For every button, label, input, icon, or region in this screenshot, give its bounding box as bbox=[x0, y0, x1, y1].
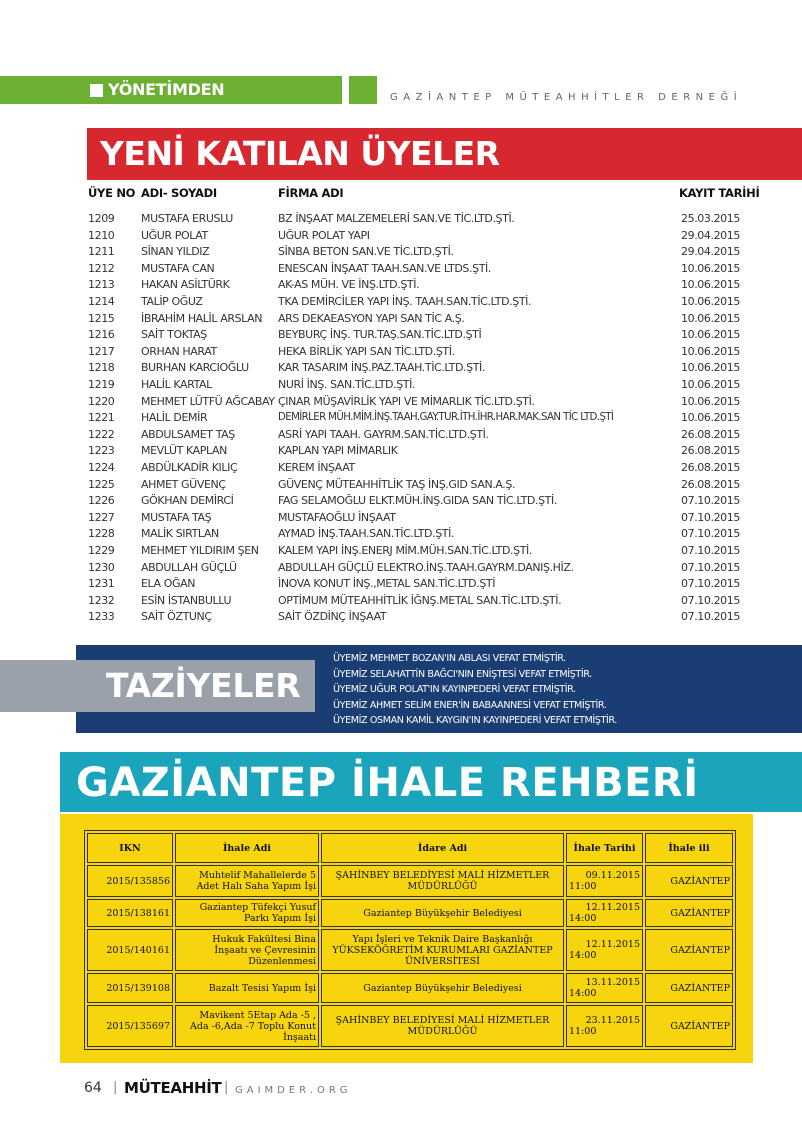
date-cell bbox=[566, 973, 643, 1003]
member-date: 07.10.2015 bbox=[681, 544, 740, 557]
member-name: HALİL KARTAL bbox=[141, 378, 212, 391]
member-firm: UĞUR POLAT YAPI bbox=[278, 228, 370, 242]
condolence-line: ÜYEMİZ MEHMET BOZAN'IN ABLASI VEFAT ETMİŞTİR. bbox=[333, 653, 566, 664]
tender-table bbox=[84, 830, 736, 1050]
member-date: 26.08.2015 bbox=[681, 461, 740, 474]
member-date: 10.06.2015 bbox=[681, 328, 740, 342]
member-firm: KAPLAN YAPI MİMARLIK bbox=[278, 444, 398, 458]
member-firm: KEREM İNŞAAT bbox=[278, 461, 355, 474]
square-bullet-icon bbox=[90, 84, 103, 97]
member-firm: AK-AS MÜH. VE İNŞ.LTD.ŞTİ. bbox=[278, 278, 420, 292]
brand-logo: MÜTEAHHİT bbox=[124, 1079, 222, 1097]
list-item bbox=[0, 327, 802, 344]
date-value: 09.11.2015 bbox=[585, 870, 640, 881]
column-header-ikn: IKN bbox=[87, 833, 173, 863]
member-no: 1216 bbox=[88, 328, 115, 342]
list-item bbox=[0, 244, 802, 261]
member-firm: OPTİMUM MÜTEAHHİTLİK İĞNŞ.METAL SAN.TİC.LTD.ŞTİ. bbox=[278, 593, 562, 607]
member-date: 07.10.2015 bbox=[681, 593, 740, 607]
member-date: 10.06.2015 bbox=[681, 361, 740, 375]
column-header-tender-date bbox=[566, 833, 643, 863]
time-value: 14:00 bbox=[569, 950, 597, 961]
list-item bbox=[0, 360, 802, 377]
column-header-admin: İdare Adi bbox=[321, 833, 564, 863]
admin-cell: Gaziantep Büyükşehir Belediyesi bbox=[321, 973, 564, 1003]
member-name: SAİT TOKTAŞ bbox=[141, 328, 207, 342]
member-name: UĞUR POLAT bbox=[141, 228, 208, 242]
member-firm: AYMAD İNŞ.TAAH.SAN.TİC.LTD.ŞTİ. bbox=[278, 527, 455, 541]
list-item bbox=[0, 344, 802, 361]
member-date: 10.06.2015 bbox=[681, 344, 740, 358]
member-date: 10.06.2015 bbox=[681, 261, 740, 275]
member-firm: BEYBURÇ İNŞ. TUR.TAŞ.SAN.TİC.LTD.ŞTİ bbox=[278, 328, 482, 342]
list-item bbox=[0, 277, 802, 294]
member-firm: SİNBA BETON SAN.VE TİC.LTD.ŞTİ. bbox=[278, 245, 454, 259]
member-firm: NURİ İNŞ. SAN.TİC.LTD.ŞTİ. bbox=[278, 378, 416, 391]
member-name: SAİT ÖZTUNÇ bbox=[141, 610, 212, 624]
member-no: 1214 bbox=[88, 295, 115, 308]
member-no: 1226 bbox=[88, 494, 115, 508]
table-row bbox=[87, 929, 733, 971]
time-value: 14:00 bbox=[569, 913, 597, 924]
tender-name-cell: Bazalt Tesisi Yapım İşi bbox=[175, 973, 319, 1003]
member-name: ABDULLAH GÜÇLÜ bbox=[141, 560, 237, 574]
member-no: 1222 bbox=[88, 427, 115, 441]
member-no: 1224 bbox=[88, 461, 115, 474]
member-date: 07.10.2015 bbox=[681, 527, 740, 541]
member-name: SİNAN YILDIZ bbox=[141, 245, 210, 259]
member-firm: KALEM YAPI İNŞ.ENERJ MİM.MÜH.SAN.TİC.LTD.ŞTİ. bbox=[278, 544, 532, 557]
list-item bbox=[0, 477, 802, 494]
member-firm: HEKA BİRLİK YAPI SAN TİC.LTD.ŞTİ. bbox=[278, 344, 455, 358]
date-cell bbox=[566, 929, 643, 971]
table-row bbox=[87, 1005, 733, 1047]
admin-cell: Gaziantep Büyükşehir Belediyesi bbox=[321, 899, 564, 927]
member-date: 25.03.2015 bbox=[681, 212, 740, 225]
date-cell bbox=[566, 899, 643, 927]
list-item bbox=[0, 377, 802, 394]
list-item bbox=[0, 294, 802, 311]
member-firm: ENESCAN İNŞAAT TAAH.SAN.VE LTDS.ŞTİ. bbox=[278, 261, 491, 275]
new-members-title: YENİ KATILAN ÜYELER bbox=[100, 134, 500, 173]
member-date: 29.04.2015 bbox=[681, 245, 740, 259]
city-cell: GAZİANTEP bbox=[645, 865, 733, 897]
ikn-cell: 2015/140161 bbox=[87, 929, 173, 971]
green-accent-block bbox=[349, 76, 377, 104]
ikn-cell: 2015/139108 bbox=[87, 973, 173, 1003]
member-date: 26.08.2015 bbox=[681, 427, 740, 441]
member-firm: GÜVENÇ MÜTEAHHİTLİK TAŞ İNŞ.GID SAN.A.Ş. bbox=[278, 477, 516, 491]
member-no: 1228 bbox=[88, 527, 115, 541]
member-name: GÖKHAN DEMİRCİ bbox=[141, 494, 234, 508]
member-name: ORHAN HARAT bbox=[141, 344, 217, 358]
time-value: 14:00 bbox=[569, 988, 597, 999]
member-name: ABDULSAMET TAŞ bbox=[141, 427, 235, 441]
column-header-no: ÜYE NO bbox=[88, 186, 136, 200]
list-item bbox=[0, 510, 802, 527]
member-date: 07.10.2015 bbox=[681, 560, 740, 574]
list-item bbox=[0, 526, 802, 543]
member-no: 1221 bbox=[88, 411, 115, 425]
condolence-line: ÜYEMİZ OSMAN KAMİL KAYGIN'IN KAYINPEDERİ VEFAT ETMİŞTİR. bbox=[333, 715, 617, 726]
member-name: MEVLÜT KAPLAN bbox=[141, 444, 227, 458]
member-firm: DEMİRLER MÜH.MİM.İNŞ.TAAH.GAY.TUR.İTH.İHR.HAR.MAK.SAN TİC LTD.ŞTİ bbox=[278, 412, 614, 424]
page-number: 64 bbox=[84, 1080, 102, 1096]
list-item bbox=[0, 460, 802, 477]
time-value: 11:00 bbox=[569, 881, 597, 892]
member-no: 1231 bbox=[88, 577, 115, 591]
footer-separator: | bbox=[113, 1080, 118, 1095]
tender-name-cell: Hukuk Fakültesi Bina İnşaatı ve Çevresinin Düzenlenmesi bbox=[175, 929, 319, 971]
member-name: MUSTAFA CAN bbox=[141, 261, 215, 275]
member-no: 1215 bbox=[88, 311, 115, 325]
column-header-name: ADI- SOYADI bbox=[141, 186, 217, 200]
list-item bbox=[0, 228, 802, 245]
member-date: 10.06.2015 bbox=[681, 378, 740, 391]
member-name: HAKAN ASİLTÜRK bbox=[141, 278, 230, 292]
tender-name-cell: Mavikent 5Etap Ada -5 , Ada -6,Ada -7 Toplu Konut İnşaatı bbox=[175, 1005, 319, 1047]
member-no: 1211 bbox=[88, 245, 115, 259]
column-header-date: KAYIT TARİHİ bbox=[679, 186, 760, 200]
admin-cell: ŞAHİNBEY BELEDİYESİ MALİ HİZMETLER MÜDÜRLÜĞÜ bbox=[321, 865, 564, 897]
member-no: 1210 bbox=[88, 228, 115, 242]
member-firm: ÇINAR MÜŞAVİRLİK YAPI VE MİMARLIK TİC.LTD.ŞTİ. bbox=[278, 394, 535, 408]
member-firm: MUSTAFAOĞLU İNŞAAT bbox=[278, 510, 396, 524]
member-no: 1223 bbox=[88, 444, 115, 458]
column-header-tender-name: İhale Adi bbox=[175, 833, 319, 863]
ikn-cell: 2015/135697 bbox=[87, 1005, 173, 1047]
member-no: 1217 bbox=[88, 344, 115, 358]
member-date: 07.10.2015 bbox=[681, 510, 740, 524]
member-date: 10.06.2015 bbox=[681, 394, 740, 408]
date-value: 13.11.2015 bbox=[585, 977, 640, 988]
list-item bbox=[0, 493, 802, 510]
tender-name-cell: Gaziantep Tüfekçi Yusuf Parkı Yapım İşi bbox=[175, 899, 319, 927]
list-item bbox=[0, 410, 802, 427]
member-firm: FAG SELAMOĞLU ELKT.MÜH.İNŞ.GIDA SAN TİC.LTD.ŞTİ. bbox=[278, 494, 557, 508]
member-date: 26.08.2015 bbox=[681, 444, 740, 458]
admin-cell: Yapı İşleri ve Teknik Daire Başkanlığı YÜKSEKÖĞRETİM KURUMLARI GAZİANTEP ÜNİVERSİTESİ bbox=[321, 929, 564, 971]
list-item bbox=[0, 261, 802, 278]
member-firm: ABDULLAH GÜÇLÜ ELEKTRO.İNŞ.TAAH.GAYRM.DANIŞ.HİZ. bbox=[278, 560, 574, 574]
list-item bbox=[0, 311, 802, 328]
member-date: 10.06.2015 bbox=[681, 411, 740, 425]
member-no: 1209 bbox=[88, 212, 115, 225]
member-firm: TKA DEMİRCİLER YAPI İNŞ. TAAH.SAN.TİC.LTD.ŞTİ. bbox=[278, 295, 532, 308]
city-cell: GAZİANTEP bbox=[645, 1005, 733, 1047]
condolence-line: ÜYEMİZ SELAHATTİN BAĞCI'NIN ENİŞTESİ VEFAT ETMİŞTİR. bbox=[333, 668, 592, 680]
column-header-city: İhale ili bbox=[645, 833, 733, 863]
member-date: 10.06.2015 bbox=[681, 278, 740, 292]
member-no: 1212 bbox=[88, 261, 115, 275]
city-cell: GAZİANTEP bbox=[645, 929, 733, 971]
member-no: 1229 bbox=[88, 544, 115, 557]
member-no: 1227 bbox=[88, 510, 115, 524]
date-value: 23.11.2015 bbox=[585, 1015, 640, 1026]
member-name: MALİK SIRTLAN bbox=[141, 527, 219, 541]
date-value: 12.11.2015 bbox=[585, 902, 640, 913]
member-name: MUSTAFA ERUSLU bbox=[141, 212, 233, 225]
member-date: 29.04.2015 bbox=[681, 228, 740, 242]
date-cell bbox=[566, 865, 643, 897]
member-name: ABDÜLKADİR KILIÇ bbox=[141, 461, 238, 474]
list-item bbox=[0, 543, 802, 560]
list-item bbox=[0, 560, 802, 577]
member-firm: SAİT ÖZDİNÇ İNŞAAT bbox=[278, 610, 387, 624]
condolences-title: TAZİYELER bbox=[106, 666, 301, 705]
member-no: 1218 bbox=[88, 361, 115, 375]
member-no: 1213 bbox=[88, 278, 115, 292]
member-name: MEHMET LÜTFÜ AĞCABAY bbox=[141, 394, 275, 408]
member-name: MEHMET YILDIRIM ŞEN bbox=[141, 544, 259, 557]
member-date: 10.06.2015 bbox=[681, 311, 740, 325]
ikn-cell: 2015/135856 bbox=[87, 865, 173, 897]
admin-cell: ŞAHİNBEY BELEDİYESİ MALİ HİZMETLER MÜDÜRLÜĞÜ bbox=[321, 1005, 564, 1047]
time-value: 11:00 bbox=[569, 1026, 597, 1037]
table-row bbox=[87, 973, 733, 1003]
member-name: İBRAHİM HALİL ARSLAN bbox=[141, 311, 263, 325]
list-item bbox=[0, 427, 802, 444]
table-row bbox=[87, 899, 733, 927]
member-name: ELA OĞAN bbox=[141, 577, 196, 591]
table-row bbox=[87, 865, 733, 897]
member-firm: İNOVA KONUT İNŞ.,METAL SAN.TİC.LTD.ŞTİ bbox=[278, 577, 496, 591]
condolence-line: ÜYEMİZ UĞUR POLAT'IN KAYINPEDERİ VEFAT ETMİŞTİR. bbox=[333, 684, 576, 695]
list-item bbox=[0, 394, 802, 411]
member-no: 1233 bbox=[88, 610, 115, 624]
member-firm: KAR TASARIM İNŞ.PAZ.TAAH.TİC.LTD.ŞTİ. bbox=[278, 361, 485, 375]
member-name: BURHAN KARCIOĞLU bbox=[141, 361, 249, 375]
member-date: 26.08.2015 bbox=[681, 477, 740, 491]
list-item bbox=[0, 576, 802, 593]
member-date: 07.10.2015 bbox=[681, 610, 740, 624]
association-name: GAZİANTEP MÜTEAHHİTLER DERNEĞİ bbox=[390, 92, 743, 103]
footer-separator: | bbox=[224, 1080, 229, 1095]
member-firm: ASRİ YAPI TAAH. GAYRM.SAN.TİC.LTD.ŞTİ. bbox=[278, 427, 489, 441]
member-no: 1225 bbox=[88, 477, 115, 491]
member-name: TALİP OĞUZ bbox=[141, 295, 203, 308]
member-date: 10.06.2015 bbox=[681, 295, 740, 308]
list-item bbox=[0, 593, 802, 610]
column-header-tender-date-label: İhale Tarihi bbox=[573, 842, 636, 854]
list-item bbox=[0, 609, 802, 626]
member-firm: ARS DEKAEASYON YAPI SAN TİC A.Ş. bbox=[278, 311, 465, 325]
website-link[interactable]: GAIMDER.ORG bbox=[235, 1085, 352, 1096]
member-date: 07.10.2015 bbox=[681, 494, 740, 508]
member-no: 1219 bbox=[88, 378, 115, 391]
column-header-firm: FİRMA ADI bbox=[278, 186, 344, 200]
city-cell: GAZİANTEP bbox=[645, 973, 733, 1003]
member-no: 1220 bbox=[88, 394, 115, 408]
list-item bbox=[0, 211, 802, 228]
date-value: 12.11.2015 bbox=[585, 939, 640, 950]
member-name: MUSTAFA TAŞ bbox=[141, 510, 212, 524]
ikn-cell: 2015/138161 bbox=[87, 899, 173, 927]
tender-guide-title: GAZİANTEP İHALE REHBERİ bbox=[76, 760, 699, 806]
section-label: YÖNETİMDEN bbox=[108, 80, 225, 99]
city-cell: GAZİANTEP bbox=[645, 899, 733, 927]
date-cell bbox=[566, 1005, 643, 1047]
condolence-line: ÜYEMİZ AHMET SELİM ENER'İN BABAANNESİ VEFAT ETMİŞTİR. bbox=[333, 699, 607, 711]
member-name: HALİL DEMİR bbox=[141, 411, 208, 425]
member-name: ESİN İSTANBULLU bbox=[141, 593, 232, 607]
member-no: 1232 bbox=[88, 593, 115, 607]
member-name: AHMET GÜVENÇ bbox=[141, 477, 226, 491]
member-date: 07.10.2015 bbox=[681, 577, 740, 591]
list-item bbox=[0, 443, 802, 460]
member-no: 1230 bbox=[88, 560, 115, 574]
table-header-row bbox=[87, 833, 733, 863]
tender-name-cell: Muhtelif Mahallelerde 5 Adet Halı Saha Yapım İşi bbox=[175, 865, 319, 897]
member-firm: BZ İNŞAAT MALZEMELERİ SAN.VE TİC.LTD.ŞTİ. bbox=[278, 212, 515, 225]
